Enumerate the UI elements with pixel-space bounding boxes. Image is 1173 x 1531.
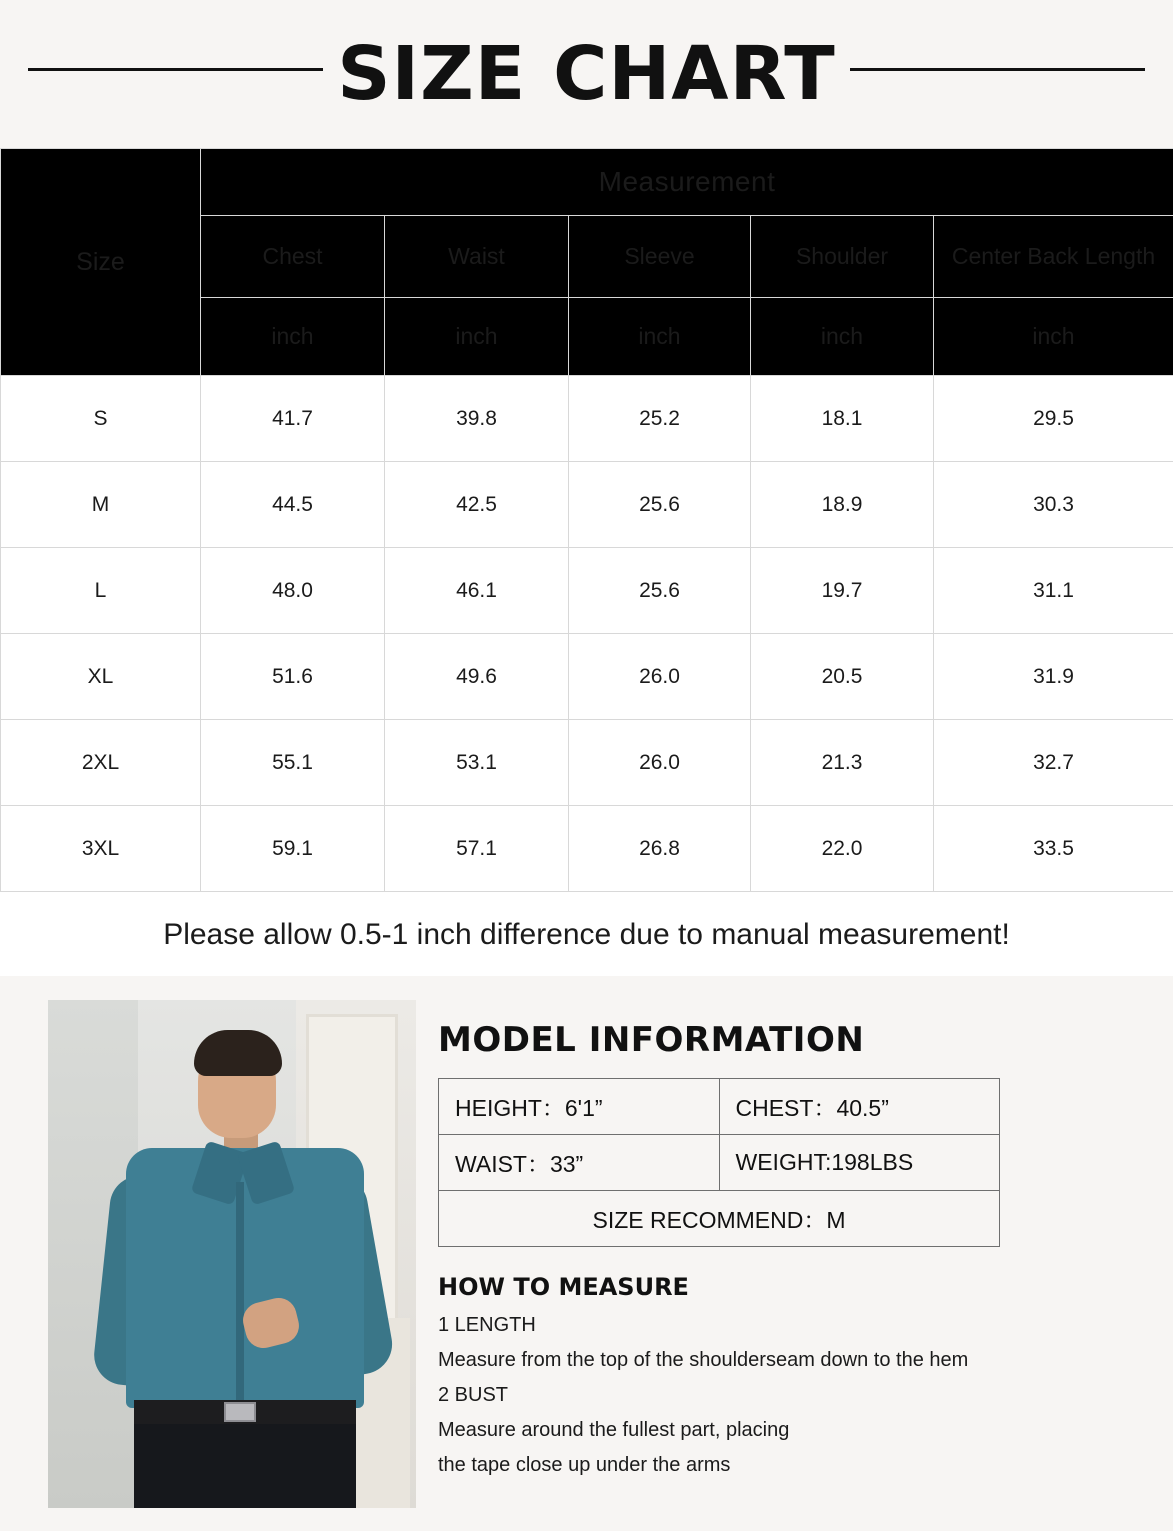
header-waist: Waist [385,216,569,298]
cell-chest: 41.7 [201,376,385,462]
how-to-measure-item2-text-a: Measure around the fullest part, placing [438,1418,1133,1443]
cell-center-back-length: 30.3 [934,462,1173,548]
header-center-back-length: Center Back Length [934,216,1173,298]
title-rule-left [28,68,328,71]
photo-trousers [134,1422,356,1508]
row-size: L [1,548,201,634]
cell-chest: 59.1 [201,806,385,892]
row-size: S [1,376,201,462]
cell-sleeve: 26.0 [569,720,751,806]
table-row [1,548,1173,634]
cell-chest: 48.0 [201,548,385,634]
model-info-column [420,976,1173,1531]
unit-shoulder: inch [751,298,934,376]
unit-sleeve: inch [569,298,751,376]
measurement-note: Please allow 0.5-1 inch difference due to manual measurement! [0,892,1173,976]
table-row [1,806,1173,892]
cell-shoulder: 18.9 [751,462,934,548]
unit-waist: inch [385,298,569,376]
row-size: 3XL [1,806,201,892]
cell-chest: 55.1 [201,720,385,806]
cell-sleeve: 25.6 [569,548,751,634]
model-section [0,976,1173,1531]
table-header-row-measurement [1,149,1173,216]
cell-waist: 42.5 [385,462,569,548]
cell-waist: 39.8 [385,376,569,462]
cell-center-back-length: 33.5 [934,806,1173,892]
model-photo [48,1000,416,1508]
model-waist: WAIST：33” [439,1135,720,1191]
cell-waist: 49.6 [385,634,569,720]
model-row-3 [439,1191,1000,1247]
model-photo-column [0,976,420,1531]
row-size: M [1,462,201,548]
cell-center-back-length: 32.7 [934,720,1173,806]
model-chest: CHEST：40.5” [719,1079,1000,1135]
cell-waist: 57.1 [385,806,569,892]
how-to-measure-title: HOW TO MEASURE [438,1273,1133,1301]
model-weight: WEIGHT:198LBS [719,1135,1000,1191]
table-row [1,376,1173,462]
cell-sleeve: 25.2 [569,376,751,462]
cell-sleeve: 25.6 [569,462,751,548]
how-to-measure-item2-text-b: the tape close up under the arms [438,1453,1133,1478]
table-row [1,634,1173,720]
how-to-measure-item2-title: 2 BUST [438,1383,1133,1408]
row-size: XL [1,634,201,720]
cell-center-back-length: 29.5 [934,376,1173,462]
header-chest: Chest [201,216,385,298]
cell-center-back-length: 31.1 [934,548,1173,634]
header-shoulder: Shoulder [751,216,934,298]
how-to-measure-item1-text: Measure from the top of the shoulderseam down to the hem [438,1348,1133,1373]
model-row-2 [439,1135,1000,1191]
model-size-recommend: SIZE RECOMMEND：M [439,1191,1000,1247]
photo-shirt-placket [236,1182,244,1402]
header-measurement: Measurement [201,149,1173,216]
cell-chest: 44.5 [201,462,385,548]
model-height: HEIGHT：6'1” [439,1079,720,1135]
cell-chest: 51.6 [201,634,385,720]
model-information-title: MODEL INFORMATION [438,1020,1133,1060]
unit-chest: inch [201,298,385,376]
model-row-1 [439,1079,1000,1135]
photo-model-hair [194,1030,282,1076]
page-title: SIZE CHART [323,37,849,111]
cell-sleeve: 26.0 [569,634,751,720]
size-chart-table-wrap [0,148,1173,976]
cell-waist: 46.1 [385,548,569,634]
cell-shoulder: 22.0 [751,806,934,892]
size-chart-table [0,148,1173,892]
header-sleeve: Sleeve [569,216,751,298]
unit-center-back-length: inch [934,298,1173,376]
how-to-measure-item1-title: 1 LENGTH [438,1313,1133,1338]
table-row [1,720,1173,806]
photo-belt-buckle [224,1402,256,1422]
title-rule-right [845,68,1145,71]
cell-shoulder: 20.5 [751,634,934,720]
cell-shoulder: 18.1 [751,376,934,462]
photo-shirt-torso [126,1148,364,1408]
cell-center-back-length: 31.9 [934,634,1173,720]
title-banner [0,0,1173,148]
model-information-table [438,1078,1000,1247]
cell-waist: 53.1 [385,720,569,806]
cell-shoulder: 21.3 [751,720,934,806]
cell-shoulder: 19.7 [751,548,934,634]
table-row [1,462,1173,548]
row-size: 2XL [1,720,201,806]
cell-sleeve: 26.8 [569,806,751,892]
header-size: Size [1,149,201,376]
